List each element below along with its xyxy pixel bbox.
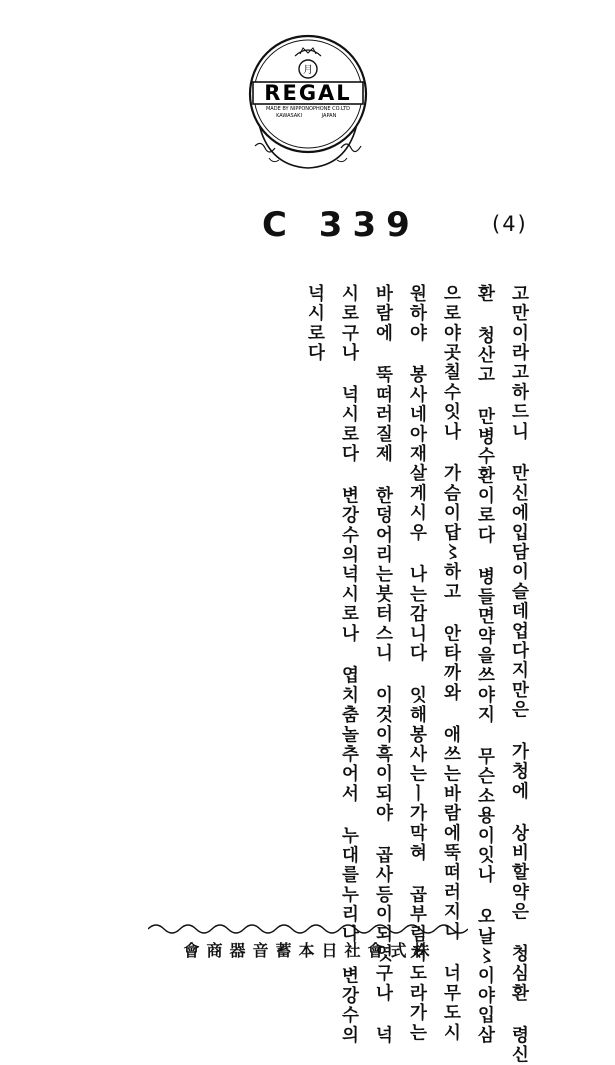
side-number: (4) bbox=[492, 212, 528, 236]
catalog-number: C 339 bbox=[262, 205, 420, 245]
company-footer: 會商器音蓄本日社會式株 bbox=[183, 941, 437, 960]
crown-mark: 月 bbox=[303, 65, 313, 76]
brand-name: REGAL bbox=[264, 81, 352, 105]
lyrics-column-4: 원하야 봉사네아재살게시우 나는감니다 잇해봉사는ㅣ가막혀 곱부림쳐도라가는 bbox=[407, 284, 427, 1043]
maker-line: MADE BY NIPPONOPHONE CO.LTD bbox=[265, 106, 351, 112]
origin-left: KAWASAKI bbox=[276, 113, 302, 119]
lyrics-column-7: 넉시로다 bbox=[305, 284, 325, 363]
regal-emblem-icon bbox=[245, 26, 371, 172]
origin-right: JAPAN bbox=[321, 113, 337, 119]
lyrics-column-6: 시로구나 넉시로다 변강수의넉시로나 엽치춤놀추어서 누대를누리나 변강수의 bbox=[339, 284, 359, 1046]
regal-label-logo bbox=[245, 26, 371, 172]
lyrics-column-1: 고만이라고하드니 만신에입담이슬데업다지만은 가청에 상비할약은 청심환 령신 bbox=[509, 284, 529, 1065]
lyrics-column-2: 환 청산고 만병수환이로다 병들면약을쓰야지 무슨소용이잇나 오날〻이야입삼 bbox=[475, 284, 495, 1046]
wavy-divider bbox=[148, 920, 468, 938]
lyrics-column-5: 바람에 뚝떠러질제 한덩어리는붓터스니 이것이흑이되야 곱사등이되엿구나 넉 bbox=[373, 284, 393, 1046]
lyrics-column-3: 으로야곳칠수잇나 가슴이답〻하고 안타까와 애쓰는바람에뚝떠러지니 너무도시 bbox=[441, 284, 461, 1043]
